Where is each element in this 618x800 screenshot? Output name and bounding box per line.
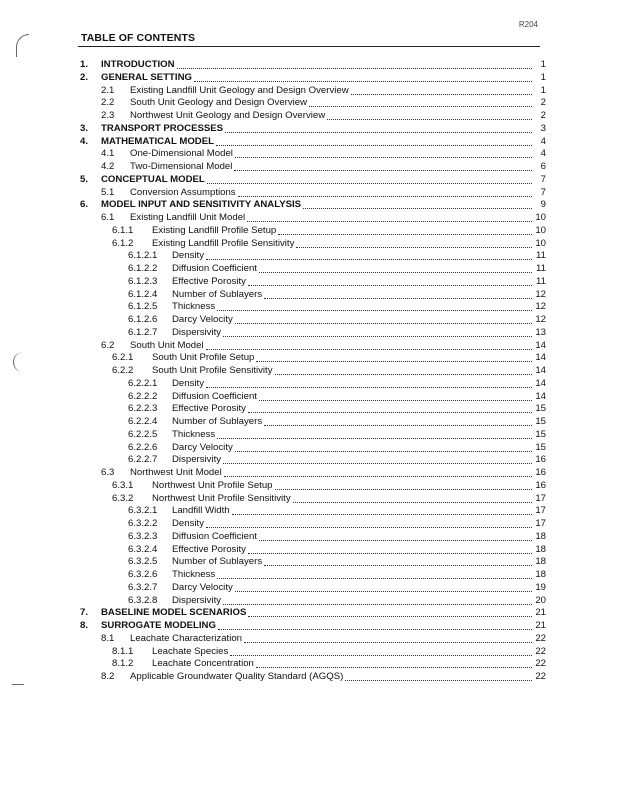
toc-entry-page: 16 bbox=[535, 454, 546, 466]
dot-leader bbox=[218, 629, 532, 630]
toc-entry-page: 10 bbox=[535, 224, 546, 236]
dot-leader bbox=[235, 591, 532, 592]
toc-entry-number: 6.1.2.7 bbox=[128, 326, 158, 338]
toc-entry-page: 14 bbox=[535, 377, 546, 389]
dot-leader bbox=[248, 285, 532, 286]
toc-entry bbox=[0, 340, 618, 352]
dot-leader bbox=[235, 451, 532, 452]
toc-entry-label: South Unit Geology and Design Overview bbox=[130, 97, 308, 109]
toc-entry-page: 18 bbox=[535, 543, 546, 555]
toc-entry-page: 6 bbox=[540, 161, 546, 172]
toc-entry-label: Thickness bbox=[172, 428, 216, 440]
toc-entry-page: 15 bbox=[535, 403, 546, 415]
toc-entry bbox=[0, 633, 618, 645]
toc-entry bbox=[0, 416, 618, 428]
dot-leader bbox=[223, 463, 532, 464]
toc-entry-number: 8.1.2 bbox=[112, 658, 134, 670]
toc-entry bbox=[0, 352, 618, 364]
toc-entry-number: 6.2.2.7 bbox=[128, 454, 158, 466]
toc-entry-label: Diffusion Coefficient bbox=[172, 263, 257, 274]
toc-entry-number: 2.3 bbox=[101, 110, 115, 121]
dot-leader bbox=[177, 68, 532, 69]
dot-leader bbox=[275, 374, 532, 375]
toc-entry bbox=[0, 658, 618, 670]
toc-entry-label: Darcy Velocity bbox=[172, 441, 233, 453]
toc-entry-number: 6.1.2.5 bbox=[128, 301, 158, 313]
toc-entry-label: Northwest Unit Profile Setup bbox=[152, 479, 273, 491]
toc-entry bbox=[0, 391, 618, 403]
toc-entry-label: BASELINE MODEL SCENARIOS bbox=[101, 607, 247, 619]
toc-entry bbox=[0, 136, 618, 148]
toc-entry-number: 6.2.2.1 bbox=[128, 377, 158, 389]
dot-leader bbox=[207, 183, 532, 184]
dot-leader bbox=[293, 502, 532, 503]
toc-entry bbox=[0, 531, 618, 543]
toc-entry-number: 6.1.1 bbox=[112, 224, 134, 236]
dot-leader bbox=[327, 119, 532, 120]
toc-entry-number: 6.2.2.5 bbox=[128, 428, 158, 440]
dot-leader bbox=[256, 667, 532, 668]
dot-leader bbox=[216, 145, 532, 146]
dot-leader bbox=[309, 106, 532, 107]
toc-entry bbox=[0, 314, 618, 326]
toc-entry-number: 6.2.2.3 bbox=[128, 403, 158, 415]
dot-leader bbox=[248, 412, 532, 413]
toc-entry-number: 6.1.2.6 bbox=[128, 314, 158, 325]
toc-entry-page: 3 bbox=[540, 122, 546, 134]
toc-entry-page: 11 bbox=[536, 275, 546, 287]
toc-entry-page: 16 bbox=[535, 467, 546, 478]
dot-leader bbox=[223, 604, 532, 605]
toc-entry-page: 15 bbox=[535, 416, 546, 427]
toc-entry-label: Dispersivity bbox=[172, 326, 222, 338]
toc-entry-label: MODEL INPUT AND SENSITIVITY ANALYSIS bbox=[101, 199, 302, 211]
toc-entry-label: Number of Sublayers bbox=[172, 288, 263, 300]
toc-entry bbox=[0, 569, 618, 581]
dot-leader bbox=[225, 132, 532, 133]
toc-entry bbox=[0, 620, 618, 632]
toc-entry-number: 6.2 bbox=[101, 339, 115, 351]
page-title: TABLE OF CONTENTS bbox=[81, 32, 196, 44]
toc-entry-label: SURROGATE MODELING bbox=[101, 620, 216, 631]
dot-leader bbox=[244, 642, 532, 643]
toc-entry-number: 7. bbox=[80, 607, 89, 619]
toc-entry-number: 6.3.2.7 bbox=[128, 581, 158, 593]
toc-entry-label: Dispersivity bbox=[172, 454, 222, 466]
toc-entry-number: 5.1 bbox=[101, 186, 115, 198]
toc-entry-number: 4.1 bbox=[101, 148, 115, 160]
toc-entry-label: Thickness bbox=[172, 301, 216, 313]
toc-entry-page: 18 bbox=[535, 569, 546, 580]
toc-entry bbox=[0, 225, 618, 237]
dot-leader bbox=[264, 298, 532, 299]
toc-entry-page: 18 bbox=[535, 556, 546, 568]
toc-entry bbox=[0, 493, 618, 505]
toc-entry bbox=[0, 289, 618, 301]
toc-entry-page: 22 bbox=[535, 632, 546, 644]
dot-leader bbox=[206, 387, 532, 388]
page-number: R204 bbox=[518, 20, 538, 29]
toc-entry-label: MATHEMATICAL MODEL bbox=[101, 135, 214, 147]
toc-entry bbox=[0, 161, 618, 173]
dot-leader bbox=[248, 616, 532, 617]
toc-entry-number: 6.3.2.6 bbox=[128, 569, 158, 580]
toc-entry-number: 3. bbox=[80, 122, 89, 134]
toc-entry bbox=[0, 544, 618, 556]
toc-entry-number: 6.1.2.1 bbox=[128, 250, 158, 262]
toc-entry bbox=[0, 187, 618, 199]
toc-entry-label: Leachate Concentration bbox=[152, 658, 254, 670]
toc-entry-page: 22 bbox=[535, 645, 546, 657]
toc-entry-number: 6.1.2.4 bbox=[128, 288, 158, 300]
toc-entry-number: 6.1 bbox=[101, 212, 115, 223]
dot-leader bbox=[238, 196, 532, 197]
dot-leader bbox=[235, 323, 532, 324]
toc-entry-number: 2.1 bbox=[101, 84, 115, 96]
toc-entry-number: 4.2 bbox=[101, 161, 115, 172]
toc-entry-page: 20 bbox=[535, 594, 546, 606]
toc-entry bbox=[0, 276, 618, 288]
toc-entry bbox=[0, 97, 618, 109]
toc-entry-page: 2 bbox=[540, 97, 546, 109]
toc-entry-label: South Unit Model bbox=[130, 339, 204, 351]
toc-entry-page: 10 bbox=[535, 212, 546, 223]
dot-leader bbox=[351, 94, 532, 95]
toc-entry-label: Darcy Velocity bbox=[172, 581, 233, 593]
dot-leader bbox=[224, 476, 532, 477]
toc-entry bbox=[0, 199, 618, 211]
toc-entry-number: 6.3.2.4 bbox=[128, 543, 158, 555]
toc-entry bbox=[0, 59, 618, 71]
toc-entry bbox=[0, 480, 618, 492]
toc-entry-page: 14 bbox=[535, 365, 546, 376]
toc-entry-page: 15 bbox=[535, 441, 546, 453]
toc-entry-page: 4 bbox=[540, 148, 546, 160]
dot-leader bbox=[345, 680, 532, 681]
toc-entry-page: 10 bbox=[535, 237, 546, 249]
toc-entry bbox=[0, 671, 618, 683]
toc-entry-label: Dispersivity bbox=[172, 594, 222, 606]
toc-entry-label: Two-Dimensional Model bbox=[130, 161, 233, 172]
toc-entry-label: Existing Landfill Profile Setup bbox=[152, 224, 277, 236]
toc-entry-number: 6.3.2.3 bbox=[128, 530, 158, 542]
toc-entry bbox=[0, 301, 618, 313]
toc-entry-page: 21 bbox=[535, 620, 546, 631]
toc-entry-number: 6.3 bbox=[101, 467, 115, 478]
toc-entry-page: 21 bbox=[535, 607, 546, 619]
toc-entry-number: 6. bbox=[80, 199, 89, 211]
dot-leader bbox=[264, 425, 532, 426]
toc-entry-label: Existing Landfill Profile Sensitivity bbox=[152, 237, 295, 249]
toc-entry-page: 1 bbox=[540, 84, 546, 96]
toc-entry-label: Effective Porosity bbox=[172, 543, 246, 555]
toc-entry-page: 1 bbox=[540, 59, 546, 70]
toc-entry-number: 8. bbox=[80, 620, 89, 631]
dot-leader bbox=[296, 247, 532, 248]
toc-entry-page: 14 bbox=[535, 390, 546, 402]
toc-entry bbox=[0, 365, 618, 377]
toc-entry-number: 6.3.2 bbox=[112, 492, 134, 504]
toc-entry-label: TRANSPORT PROCESSES bbox=[101, 122, 224, 134]
toc-entry bbox=[0, 85, 618, 97]
toc-entry-page: 4 bbox=[540, 135, 546, 147]
toc-entry-number: 6.1.2.2 bbox=[128, 263, 158, 274]
dot-leader bbox=[275, 489, 532, 490]
toc-entry-label: South Unit Profile Setup bbox=[152, 352, 255, 364]
toc-entry-label: Thickness bbox=[172, 569, 216, 580]
toc-entry-label: Density bbox=[172, 377, 204, 389]
toc-entry bbox=[0, 467, 618, 479]
toc-entry-page: 22 bbox=[535, 671, 546, 682]
toc-entry bbox=[0, 595, 618, 607]
toc-entry-number: 6.1.2 bbox=[112, 237, 134, 249]
dot-leader bbox=[206, 349, 532, 350]
dot-leader bbox=[259, 540, 532, 541]
toc-entry-number: 5. bbox=[80, 173, 89, 185]
toc-entry-page: 7 bbox=[540, 186, 546, 198]
toc-entry-page: 12 bbox=[535, 301, 546, 313]
toc-entry-page: 12 bbox=[535, 314, 546, 325]
toc-entry-page: 17 bbox=[535, 492, 546, 504]
toc-entry-page: 22 bbox=[535, 658, 546, 670]
toc-entry-label: Density bbox=[172, 250, 204, 262]
dot-leader bbox=[235, 157, 532, 158]
toc-entry-number: 6.3.2.1 bbox=[128, 505, 158, 517]
toc-entry-page: 1 bbox=[540, 71, 546, 83]
toc-entry-number: 6.3.2.5 bbox=[128, 556, 158, 568]
toc-entry-label: Landfill Width bbox=[172, 505, 230, 517]
toc-entry bbox=[0, 250, 618, 262]
toc-entry-label: Northwest Unit Model bbox=[130, 467, 222, 478]
toc-entry bbox=[0, 263, 618, 275]
toc-entry-page: 7 bbox=[540, 173, 546, 185]
toc-entry-label: Applicable Groundwater Quality Standard (AGQS) bbox=[130, 671, 344, 682]
toc-entry-label: Diffusion Coefficient bbox=[172, 390, 257, 402]
toc-entry bbox=[0, 123, 618, 135]
dot-leader bbox=[232, 514, 532, 515]
toc-entry-page: 17 bbox=[535, 505, 546, 517]
dot-leader bbox=[259, 400, 532, 401]
toc-entry-number: 6.3.2.2 bbox=[128, 518, 158, 529]
toc-entry-label: Northwest Unit Geology and Design Overview bbox=[130, 110, 326, 121]
toc-entry-label: One-Dimensional Model bbox=[130, 148, 233, 160]
toc-entry-label: INTRODUCTION bbox=[101, 59, 175, 70]
toc-entry-page: 14 bbox=[535, 352, 546, 364]
toc-entry-label: Number of Sublayers bbox=[172, 416, 263, 427]
toc-entry-number: 6.1.2.3 bbox=[128, 275, 158, 287]
toc-entry-label: Density bbox=[172, 518, 204, 529]
toc-entry-label: Effective Porosity bbox=[172, 275, 246, 287]
dot-leader bbox=[206, 527, 532, 528]
toc-entry bbox=[0, 174, 618, 186]
toc-entry bbox=[0, 582, 618, 594]
toc-entry-page: 16 bbox=[535, 479, 546, 491]
dot-leader bbox=[247, 221, 532, 222]
dot-leader bbox=[248, 553, 532, 554]
dot-leader bbox=[303, 208, 532, 209]
toc-entry-number: 6.2.2 bbox=[112, 365, 134, 376]
toc-entry bbox=[0, 556, 618, 568]
dot-leader bbox=[278, 234, 532, 235]
toc-entry bbox=[0, 327, 618, 339]
toc-entry-page: 18 bbox=[535, 530, 546, 542]
toc-entry-number: 6.3.2.8 bbox=[128, 594, 158, 606]
toc-entry-label: Diffusion Coefficient bbox=[172, 530, 257, 542]
toc-entry-label: Effective Porosity bbox=[172, 403, 246, 415]
toc-entry-label: GENERAL SETTING bbox=[101, 71, 192, 83]
toc-entry-page: 19 bbox=[535, 581, 546, 593]
title-divider bbox=[78, 46, 540, 47]
toc-entry-number: 6.3.1 bbox=[112, 479, 134, 491]
toc-entry-label: Northwest Unit Profile Sensitivity bbox=[152, 492, 291, 504]
dot-leader bbox=[217, 578, 532, 579]
toc-entry-page: 11 bbox=[536, 250, 546, 262]
toc-entry-label: Existing Landfill Unit Model bbox=[130, 212, 246, 223]
dot-leader bbox=[217, 310, 532, 311]
toc-entry bbox=[0, 429, 618, 441]
toc-entry-page: 13 bbox=[535, 326, 546, 338]
toc-entry bbox=[0, 646, 618, 658]
toc-entry-label: Darcy Velocity bbox=[172, 314, 233, 325]
toc-entry-number: 8.1 bbox=[101, 632, 115, 644]
dot-leader bbox=[230, 655, 532, 656]
toc-entry-page: 9 bbox=[540, 199, 546, 211]
toc-entry-number: 6.2.2.4 bbox=[128, 416, 158, 427]
toc-entry-number: 4. bbox=[80, 135, 89, 147]
dot-leader bbox=[217, 438, 532, 439]
toc-entry-page: 17 bbox=[535, 518, 546, 529]
toc-entry bbox=[0, 378, 618, 390]
toc-entry bbox=[0, 212, 618, 224]
dot-leader bbox=[206, 259, 532, 260]
toc-entry-label: CONCEPTUAL MODEL bbox=[101, 173, 205, 185]
toc-entry-number: 2. bbox=[80, 71, 89, 83]
toc-entry-number: 1. bbox=[80, 59, 89, 70]
scan-hole-mark bbox=[16, 34, 29, 57]
toc-entry bbox=[0, 238, 618, 250]
toc-entry-label: South Unit Profile Sensitivity bbox=[152, 365, 273, 376]
toc-entry-page: 11 bbox=[536, 263, 546, 274]
toc-entry-label: Conversion Assumptions bbox=[130, 186, 236, 198]
toc-entry-page: 15 bbox=[535, 428, 546, 440]
toc-entry-page: 14 bbox=[535, 339, 546, 351]
toc-entry-number: 6.2.2.2 bbox=[128, 390, 158, 402]
toc-entry bbox=[0, 72, 618, 84]
dot-leader bbox=[259, 272, 532, 273]
dot-leader bbox=[194, 81, 532, 82]
toc-entry bbox=[0, 403, 618, 415]
dot-leader bbox=[223, 336, 532, 337]
toc-entry-page: 2 bbox=[540, 110, 546, 121]
toc-entry-number: 6.2.1 bbox=[112, 352, 134, 364]
toc-entry bbox=[0, 442, 618, 454]
toc-entry bbox=[0, 505, 618, 517]
toc-entry-number: 8.1.1 bbox=[112, 645, 134, 657]
toc-entry-label: Leachate Characterization bbox=[130, 632, 242, 644]
dot-leader bbox=[234, 170, 532, 171]
toc-entry-number: 8.2 bbox=[101, 671, 115, 682]
toc-entry-number: 2.2 bbox=[101, 97, 115, 109]
toc-entry bbox=[0, 607, 618, 619]
toc-entry bbox=[0, 110, 618, 122]
dot-leader bbox=[264, 565, 532, 566]
toc-entry bbox=[0, 148, 618, 160]
toc-entry-page: 12 bbox=[535, 288, 546, 300]
toc-entry-label: Number of Sublayers bbox=[172, 556, 263, 568]
dot-leader bbox=[256, 361, 532, 362]
toc-entry bbox=[0, 454, 618, 466]
toc-entry-label: Existing Landfill Unit Geology and Design Overview bbox=[130, 84, 349, 96]
toc-entry-label: Leachate Species bbox=[152, 645, 229, 657]
toc-entry-number: 6.2.2.6 bbox=[128, 441, 158, 453]
toc-entry bbox=[0, 518, 618, 530]
